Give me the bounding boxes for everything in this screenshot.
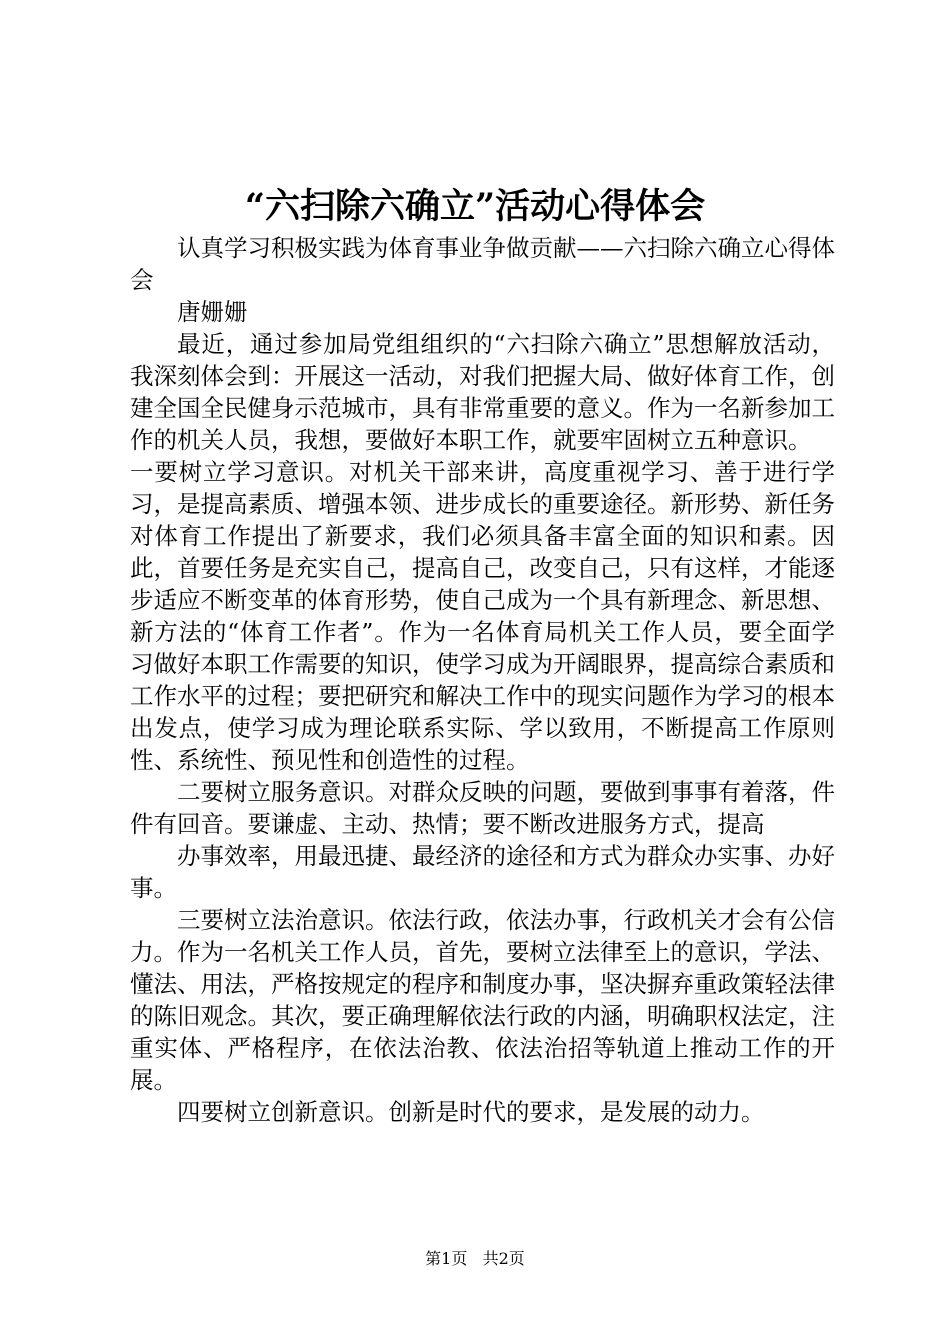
point-4-paragraph: 四要树立创新意识。创新是时代的要求，是发展的动力。	[177, 1098, 765, 1126]
document-title: “六扫除六确立”活动心得体会	[244, 186, 706, 227]
point-3-paragraph: 三要树立法治意识。依法行政，依法办事，行政机关才会有公信力。作为一名机关工作人员，首先，要树立法律至上的意识，学法、懂法、用法，严格按规定的程序和制度办事，坚决摒弃重政策轻法律的陈旧观念。其次，要正确理解依法行政的内涵，明确职权法定，注重实体、严格程序，在依法治教、依法治招等轨道上推动工作的开展。	[130, 906, 835, 1094]
document-body	[130, 232, 835, 1128]
intro-paragraph: 最近，通过参加局党组组织的“六扫除六确立”思想解放活动，我深刻体会到：开展这一活动，对我们把握大局、做好体育工作，创建全国全民健身示范城市，具有非常重要的意义。作为一名新参加工作的机关人员，我想，要做好本职工作，就要牢固树立五种意识。	[130, 330, 835, 454]
point-1-paragraph: 一要树立学习意识。对机关干部来讲，高度重视学习、善于进行学习，是提高素质、增强本领、进步成长的重要途径。新形势、新任务对体育工作提出了新要求，我们必须具备丰富全面的知识和素。因此，首要任务是充实自己，提高自己，改变自己，只有这样，才能逐步适应不断变革的体育形势，使自己成为一个具有新理念、新思想、新方法的“体育工作者”。作为一名体育局机关工作人员，要全面学习做好本职工作需要的知识，使学习成为开阔眼界，提高综合素质和工作水平的过程；要把研究和解决工作中的现实问题作为学习的根本出发点，使学习成为理论联系实际、学以致用，不断提高工作原则性、系统性、预见性和创造性的过程。	[130, 458, 835, 774]
page-footer	[0, 1248, 950, 1270]
point-2-continued-paragraph: 办事效率，用最迅捷、最经济的途径和方式为群众办实事、办好事。	[130, 842, 835, 902]
subtitle-paragraph: 认真学习积极实践为体育事业争做贡献——六扫除六确立心得体会	[130, 234, 835, 294]
page-total: 共2页	[482, 1249, 525, 1268]
page-number: 第1页	[425, 1249, 468, 1268]
author-name: 唐姗姗	[177, 298, 248, 326]
point-2-paragraph: 二要树立服务意识。对群众反映的问题，要做到事事有着落，件件有回音。要谦虚、主动、热情；要不断改进服务方式，提高	[130, 778, 835, 838]
